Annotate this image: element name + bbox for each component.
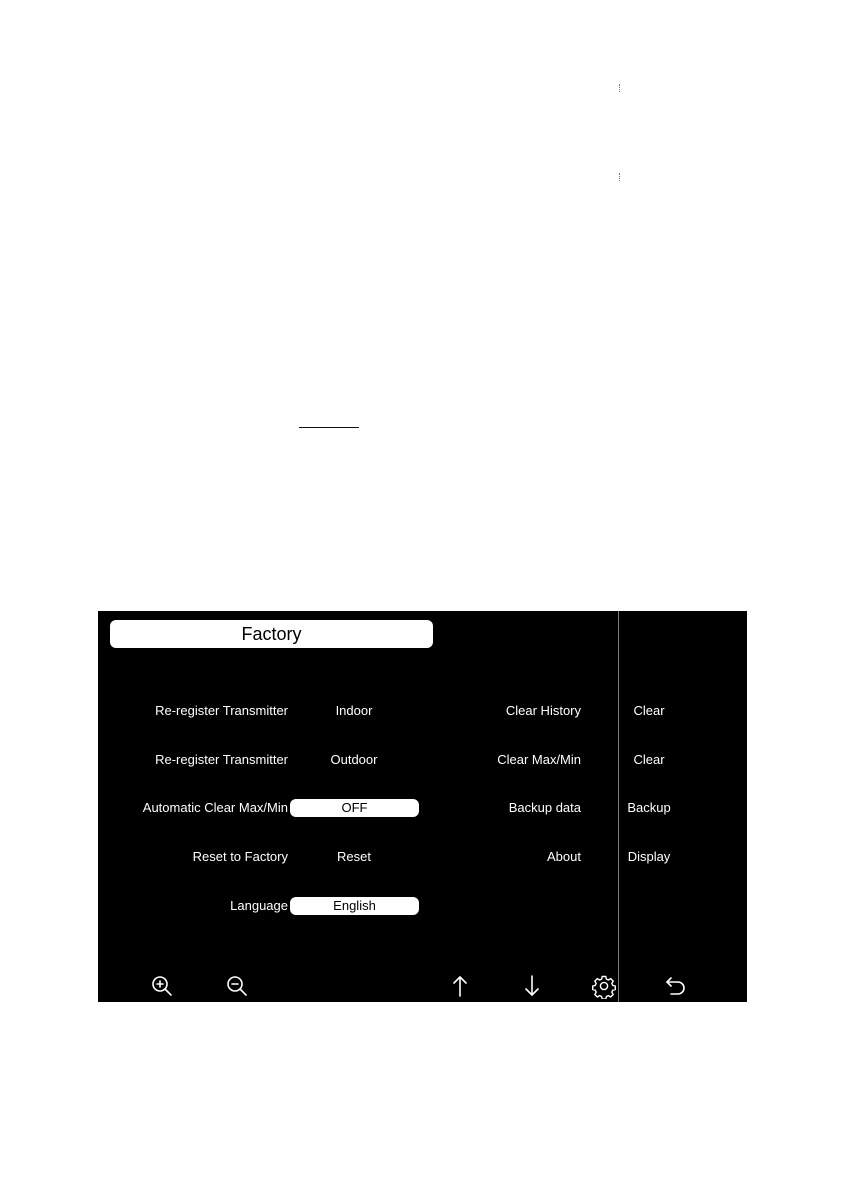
zoom-out-icon[interactable] xyxy=(224,973,250,999)
reregister-outdoor-label: Re-register Transmitter xyxy=(155,752,288,767)
reset-factory-label: Reset to Factory xyxy=(192,849,288,864)
auto-clear-maxmin-select[interactable]: OFF xyxy=(290,799,419,817)
arrow-up-icon[interactable] xyxy=(447,973,473,999)
language-label: Language xyxy=(230,898,288,913)
page-title: Factory xyxy=(110,620,433,648)
indoor-button[interactable]: Indoor xyxy=(335,703,373,718)
display-button[interactable]: Display xyxy=(627,849,671,864)
factory-settings-screen xyxy=(98,611,747,1002)
clear-maxmin-button[interactable]: Clear xyxy=(633,752,665,767)
outdoor-button[interactable]: Outdoor xyxy=(330,752,378,767)
arrow-down-icon[interactable] xyxy=(519,973,545,999)
backup-data-label: Backup data xyxy=(508,800,581,815)
back-icon[interactable] xyxy=(663,973,689,999)
clear-maxmin-label: Clear Max/Min xyxy=(497,752,581,767)
clear-history-button[interactable]: Clear xyxy=(633,703,665,718)
page-underline-mark xyxy=(299,427,359,428)
page-mark xyxy=(619,84,622,92)
backup-button[interactable]: Backup xyxy=(627,800,671,815)
gear-icon[interactable] xyxy=(591,973,617,999)
language-select[interactable]: English xyxy=(290,897,419,915)
clear-history-label: Clear History xyxy=(505,703,581,718)
about-label: About xyxy=(547,849,581,864)
reset-button[interactable]: Reset xyxy=(337,849,371,864)
zoom-in-icon[interactable] xyxy=(149,973,175,999)
page-mark xyxy=(619,173,622,181)
auto-clear-maxmin-label: Automatic Clear Max/Min xyxy=(142,800,288,815)
reregister-indoor-label: Re-register Transmitter xyxy=(155,703,288,718)
